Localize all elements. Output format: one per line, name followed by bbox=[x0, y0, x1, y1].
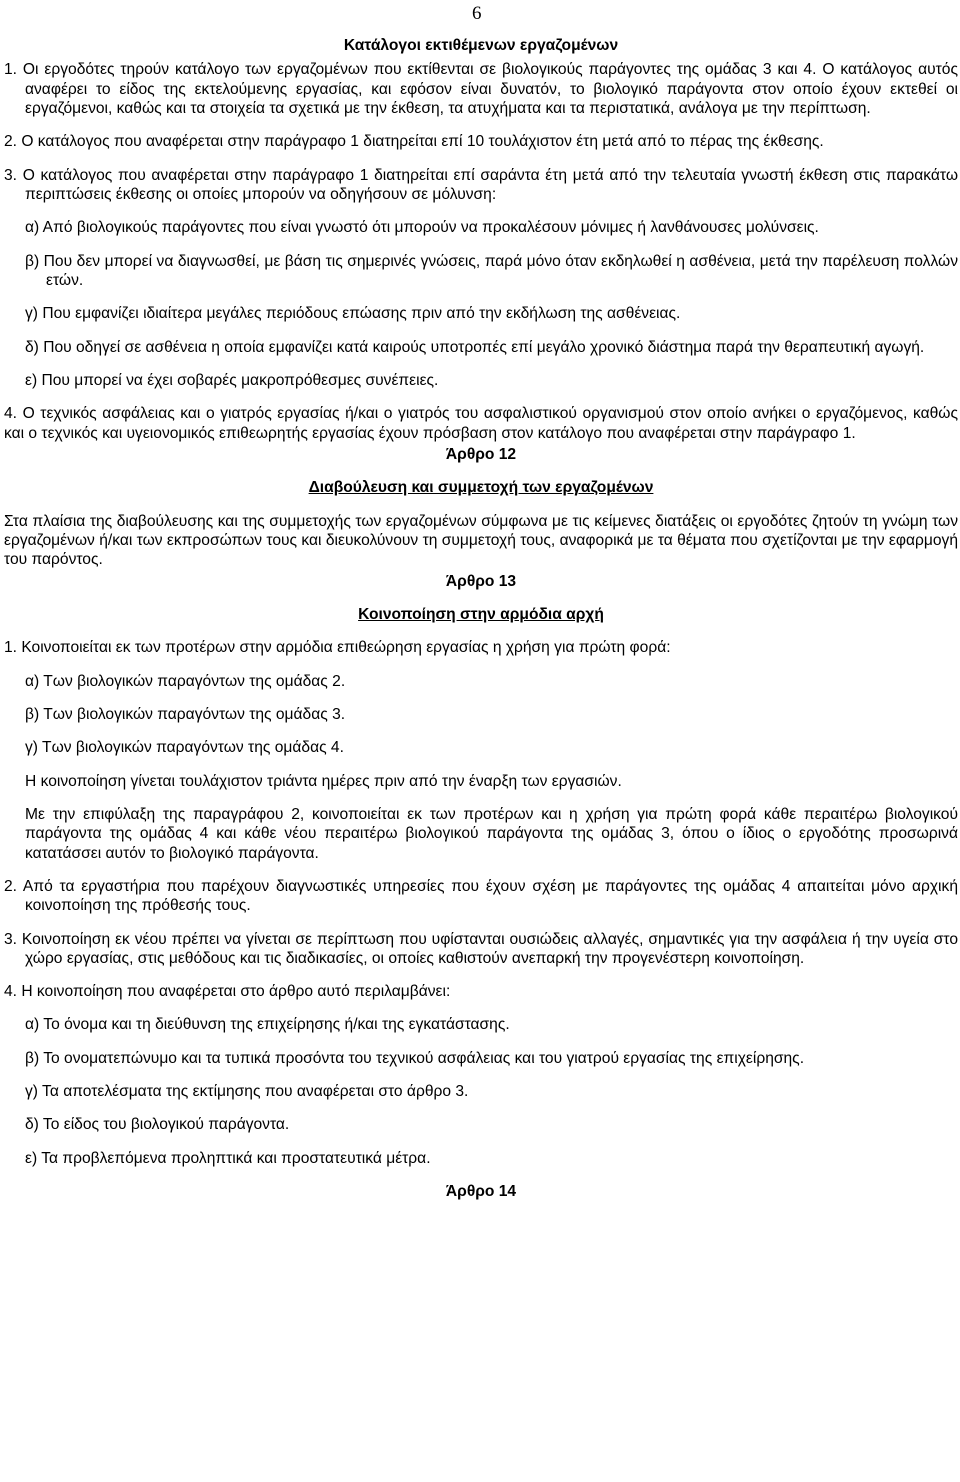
list-item-3b: β) Που δεν μπορεί να διαγνωσθεί, με βάση τις σημερινές γνώσεις, παρά μόνο όταν εκδηλωθεί η ασθένεια, μετά την παρέλευση πολλών ετών. bbox=[25, 252, 958, 289]
article-12-label: Άρθρο 12 bbox=[445, 445, 517, 463]
article-13-heading: Κοινοποίηση στην αρμόδια αρχή bbox=[358, 605, 604, 623]
article-13-paragraph-1: 1. Κοινοποιείται εκ των προτέρων στην αρμόδια επιθεώρηση εργασίας η χρήση για πρώτη φορά: bbox=[4, 639, 671, 657]
list-item-3c: γ) Που εμφανίζει ιδιαίτερα μεγάλες περιόδους επώασης πριν από την εκδήλωση της ασθένειας. bbox=[25, 305, 681, 323]
page-number: 6 bbox=[472, 3, 482, 24]
article-13-label: Άρθρο 13 bbox=[445, 572, 517, 590]
article-13-note-1: Η κοινοποίηση γίνεται τουλάχιστον τριάντα ημέρες πριν από την έναρξη των εργασιών. bbox=[25, 772, 622, 790]
paragraph-4: 4. Ο τεχνικός ασφάλειας και ο γιατρός εργασίας ή/και ο γιατρός του ασφαλιστικού οργανισμού στον οποίο ανήκει ο εργαζόμενος, καθώς και ο τεχνικός και υγειονομικός επιθεωρητής εργασίας έχουν πρόσβαση στον κατάλογο που αναφέρεται στην παράγραφο 1. bbox=[4, 405, 958, 442]
list-item-4d: δ) Το είδος του βιολογικού παράγοντα. bbox=[25, 1116, 290, 1134]
list-item-4c: γ) Τα αποτελέσματα της εκτίμησης που αναφέρεται στο άρθρο 3. bbox=[25, 1083, 469, 1101]
list-item-13c: γ) Των βιολογικών παραγόντων της ομάδας 4. bbox=[25, 739, 344, 757]
list-item-4b: β) Το ονοματεπώνυμο και τα τυπικά προσόντα του τεχνικού ασφάλειας και του γιατρού εργασίας της επιχείρησης. bbox=[25, 1049, 805, 1067]
list-item-13b: β) Των βιολογικών παραγόντων της ομάδας 3. bbox=[25, 705, 346, 723]
paragraph-1: 1. Οι εργοδότες τηρούν κατάλογο των εργαζομένων που εκτίθενται σε βιολογικούς παράγοντες της ομάδας 3 και 4. Ο κατάλογος αυτός αναφέρει το είδος της εκτελούμενης εργασίας, και εφόσον είναι δυνατόν, το βιολογικό παράγοντα στον οποίο έχουν εκτεθεί οι εργαζόμενοι, καθώς και τα στοιχεία τα σχετικά με την έκθεση, τα ατυχήματα και τα περιστατικά, ανάλογα με την περίπτωση. bbox=[4, 61, 958, 117]
paragraph-3: 3. Ο κατάλογος που αναφέρεται στην παράγραφο 1 διατηρείται επί σαράντα έτη μετά από την τελευταία γνωστή έκθεση στις παρακάτω περιπτώσεις έκθεσης οι οποίες μπορούν να οδηγήσουν σε μόλυνση: bbox=[4, 166, 958, 203]
article-14-label: Άρθρο 14 bbox=[445, 1183, 517, 1201]
article-13-paragraph-3: 3. Κοινοποίηση εκ νέου πρέπει να γίνεται σε περίπτωση που υφίστανται ουσιώδεις αλλαγές, σημαντικές για την ασφάλεια ή την υγεία στο χώρο εργασίας, στις μεθόδους και τις διαδικασίες, οι οποίες καθιστούν ανεπαρκή την προγενέστερη κοινοποίηση. bbox=[4, 930, 958, 967]
list-item-4e: ε) Τα προβλεπόμενα προληπτικά και προστατευτικά μέτρα. bbox=[25, 1149, 431, 1167]
list-item-3e: ε) Που μπορεί να έχει σοβαρές μακροπρόθεσμες συνέπειες. bbox=[25, 371, 439, 389]
list-item-4a: α) Το όνομα και τη διεύθυνση της επιχείρησης ή/και της εγκατάστασης. bbox=[25, 1016, 510, 1034]
section-title: Κατάλογοι εκτιθέμενων εργαζομένων bbox=[343, 37, 619, 54]
article-13-paragraph-4: 4. Η κοινοποίηση που αναφέρεται στο άρθρο αυτό περιλαμβάνει: bbox=[4, 983, 451, 1001]
list-item-3d: δ) Που οδηγεί σε ασθένεια η οποία εμφανίζει κατά καιρούς υποτροπές επί μεγάλο χρονικό διάστημα παρά την θεραπευτική αγωγή. bbox=[25, 338, 925, 356]
page-content bbox=[4, 36, 958, 1215]
paragraph-2: 2. Ο κατάλογος που αναφέρεται στην παράγραφο 1 διατηρείται επί 10 τουλάχιστον έτη μετά από το πέρας της έκθεσης. bbox=[4, 133, 824, 151]
article-13-note-2: Με την επιφύλαξη της παραγράφου 2, κοινοποιείται εκ των προτέρων και η χρήση για πρώτη φορά κάθε περαιτέρω βιολογικού παράγοντα της ομάδας 4 και κάθε νέου περαιτέρω βιολογικού παράγοντα της ομάδας 3, όπου ο ίδιος ο εργοδότης προσωρινά κατατάσσει αυτόν το βιολογικό παράγοντα. bbox=[25, 805, 958, 862]
article-13-paragraph-2: 2. Από τα εργαστήρια που παρέχουν διαγνωστικές υπηρεσίες που έχουν σχέση με παράγοντες της ομάδας 4 απαιτείται μόνο αρχική κοινοποίηση της πρόθεσής τους. bbox=[4, 877, 958, 915]
article-12-text: Στα πλαίσια της διαβούλευσης και της συμμετοχής των εργαζομένων σύμφωνα με τις κείμενες διατάξεις οι εργοδότες ζητούν τη γνώμη των εργαζομένων ή/και των εκπροσώπων τους και διευκολύνουν τη συμμετοχή τους, αναφορικά με τα θέματα που σχετίζονται με την εφαρμογή του παρόντος. bbox=[4, 512, 958, 569]
article-12-heading: Διαβούλευση και συμμετοχή των εργαζομένων bbox=[308, 479, 654, 497]
list-item-3a: α) Από βιολογικούς παράγοντες που είναι γνωστό ότι μπορούν να προκαλέσουν μόνιμες ή λανθάνουσες μολύνσεις. bbox=[25, 219, 819, 237]
list-item-13a: α) Των βιολογικών παραγόντων της ομάδας 2. bbox=[25, 672, 346, 690]
